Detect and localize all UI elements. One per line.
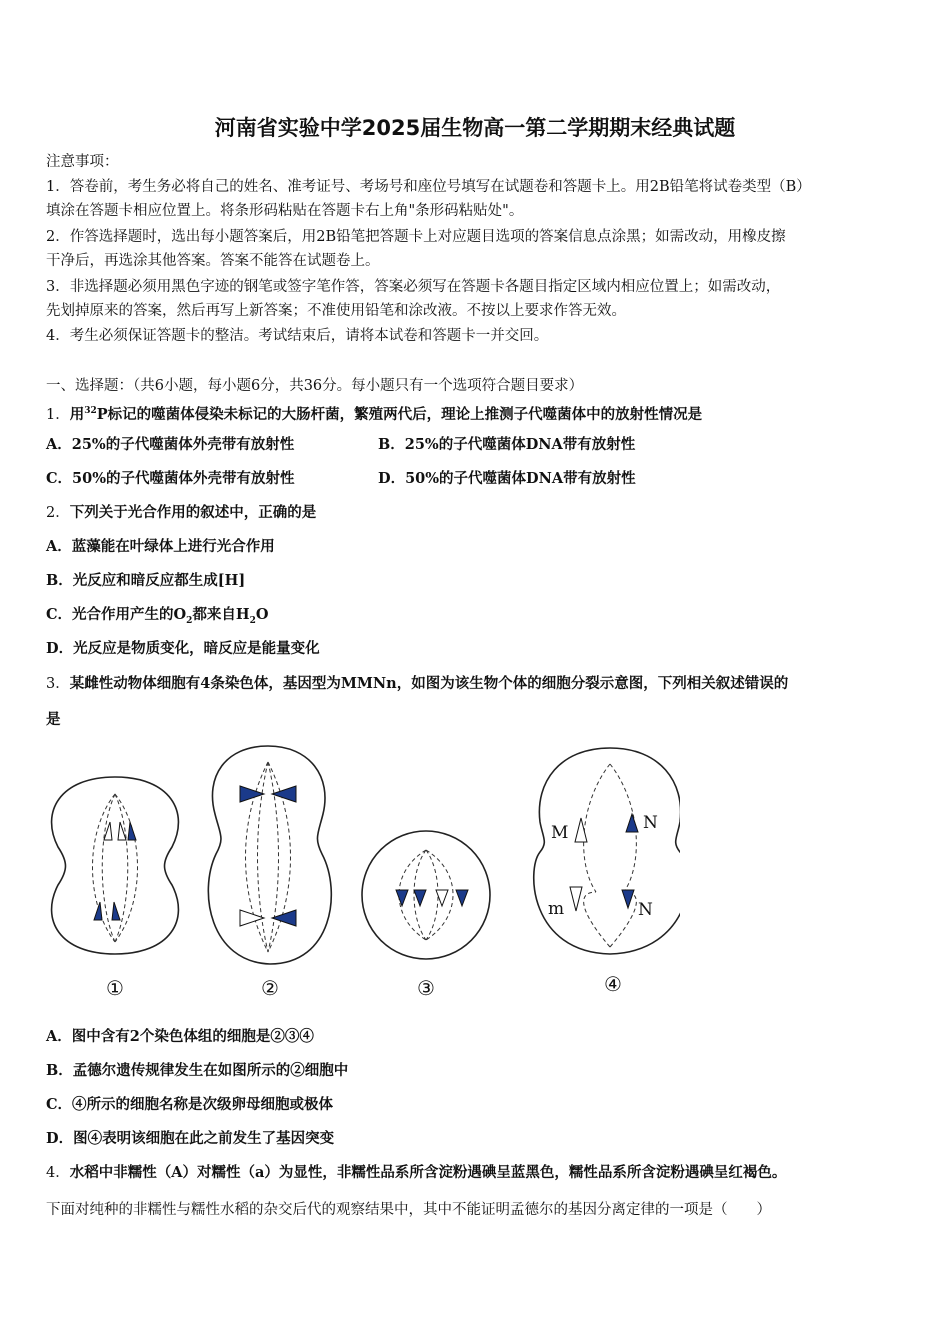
q3-option-d[interactable]: D．图④表明该细胞在此之前发生了基因突变	[46, 1130, 335, 1147]
q3-option-a[interactable]: A．图中含有2个染色体组的细胞是②③④	[46, 1028, 314, 1045]
cell-4-membrane	[534, 748, 680, 954]
figure-label-1: ①	[106, 976, 124, 1000]
q2-c-end: O	[255, 606, 269, 623]
q2-c-mid: 都来自H	[192, 606, 250, 623]
q2-stem: 下列关于光合作用的叙述中，正确的是	[69, 504, 317, 521]
gene-label-M: M	[551, 823, 569, 843]
section-heading: 一、选择题：（共6小题，每小题6分，共36分。每小题只有一个选项符合题目要求）	[46, 378, 584, 394]
q1-option-d[interactable]: D．50%的子代噬菌体DNA带有放射性	[378, 470, 636, 487]
cell-1-membrane	[52, 777, 179, 954]
q2-option-c[interactable]	[46, 605, 269, 631]
q4-stem-continued: 下面对纯种的非糯性与糯性水稻的杂交后代的观察结果中，其中不能证明孟德尔的基因分离定律的一项是（ ）	[46, 1202, 771, 1218]
q1-option-a[interactable]: A．25%的子代噬菌体外壳带有放射性	[46, 436, 295, 453]
q2-c-sub2: 2	[249, 615, 256, 626]
figure-label-3: ③	[417, 976, 435, 1000]
notice-item-3a: 3．非选择题必须用黑色字迹的钢笔或签字笔作答，答案必须写在答题卡各题目指定区域内相应位置上；如需改动，	[46, 279, 781, 295]
figure-label-2: ②	[261, 976, 279, 1000]
exam-title: 河南省实验中学2025届生物高一第二学期期末经典试题	[214, 116, 736, 140]
q1-isotope-mass: 32	[84, 406, 97, 416]
q3-stem-end: 是	[46, 711, 61, 728]
notice-item-2b: 干净后，再选涂其他答案。答案不能答在试题卷上。	[46, 253, 380, 269]
q1-number: 1．	[46, 406, 70, 423]
notice-item-2a: 2．作答选择题时，选出每小题答案后，用2B铅笔把答题卡上对应题目选项的答案信息点涂黑；如需改动，用橡皮擦	[46, 229, 786, 245]
notice-item-4: 4．考生必须保证答题卡的整洁。考试结束后，请将本试卷和答题卡一并交回。	[46, 328, 549, 344]
question-1	[46, 401, 908, 425]
q4-stem: 水稻中非糯性（A）对糯性（a）为显性，非糯性品系所含淀粉遇碘呈蓝黑色，糯性品系所含淀粉遇碘呈红褐色。	[69, 1164, 787, 1181]
cell-2-membrane	[208, 746, 331, 964]
notice-item-1b: 填涂在答题卡相应位置上。将条形码粘贴在答题卡右上角"条形码粘贴处"。	[46, 203, 524, 219]
q3-option-b[interactable]: B．孟德尔遗传规律发生在如图所示的②细胞中	[46, 1062, 349, 1079]
figure-label-4: ④	[604, 972, 622, 996]
q1-option-c[interactable]: C．50%的子代噬菌体外壳带有放射性	[46, 470, 295, 487]
q2-option-a[interactable]: A．蓝藻能在叶绿体上进行光合作用	[46, 538, 275, 555]
notice-heading: 注意事项：	[46, 154, 119, 170]
q1-stem-pre: 用	[69, 405, 85, 423]
q2-option-b[interactable]: B．光反应和暗反应都生成[H]	[46, 572, 246, 589]
q2-c-sub1: 2	[186, 615, 193, 626]
q4-number: 4．	[46, 1165, 70, 1181]
q3-number: 3．	[46, 676, 70, 692]
q1-stem: P标记的噬菌体侵染未标记的大肠杆菌，繁殖两代后，理论上推测子代噬菌体中的放射性情况是	[96, 405, 703, 423]
q1-option-b[interactable]: B．25%的子代噬菌体DNA带有放射性	[378, 436, 636, 453]
q3-stem: 某雌性动物体细胞有4条染色体，基因型为MMNn，如图为该生物个体的细胞分裂示意图，下列相关叙述错误的	[69, 675, 789, 692]
cell-division-figure	[40, 742, 680, 1006]
gene-label-N-top: N	[643, 813, 658, 833]
notice-item-1a: 1．答卷前，考生务必将自己的姓名、准考证号、考场号和座位号填写在试题卷和答题卡上。用2B铅笔将试卷类型（B）	[46, 179, 811, 195]
q3-option-c[interactable]: C．④所示的细胞名称是次级卵母细胞或极体	[46, 1096, 334, 1113]
notice-item-3b: 先划掉原来的答案，然后再写上新答案；不准使用铅笔和涂改液。不按以上要求作答无效。	[46, 303, 626, 319]
gene-label-N-bottom: N	[638, 900, 653, 920]
q2-option-d[interactable]: D．光反应是物质变化，暗反应是能量变化	[46, 640, 320, 657]
gene-label-m: m	[548, 899, 565, 919]
question-2	[46, 503, 908, 523]
question-3	[46, 674, 908, 694]
q2-c-pre: C．光合作用产生的O	[46, 606, 187, 623]
question-4	[46, 1163, 908, 1183]
q2-number: 2．	[46, 505, 70, 521]
